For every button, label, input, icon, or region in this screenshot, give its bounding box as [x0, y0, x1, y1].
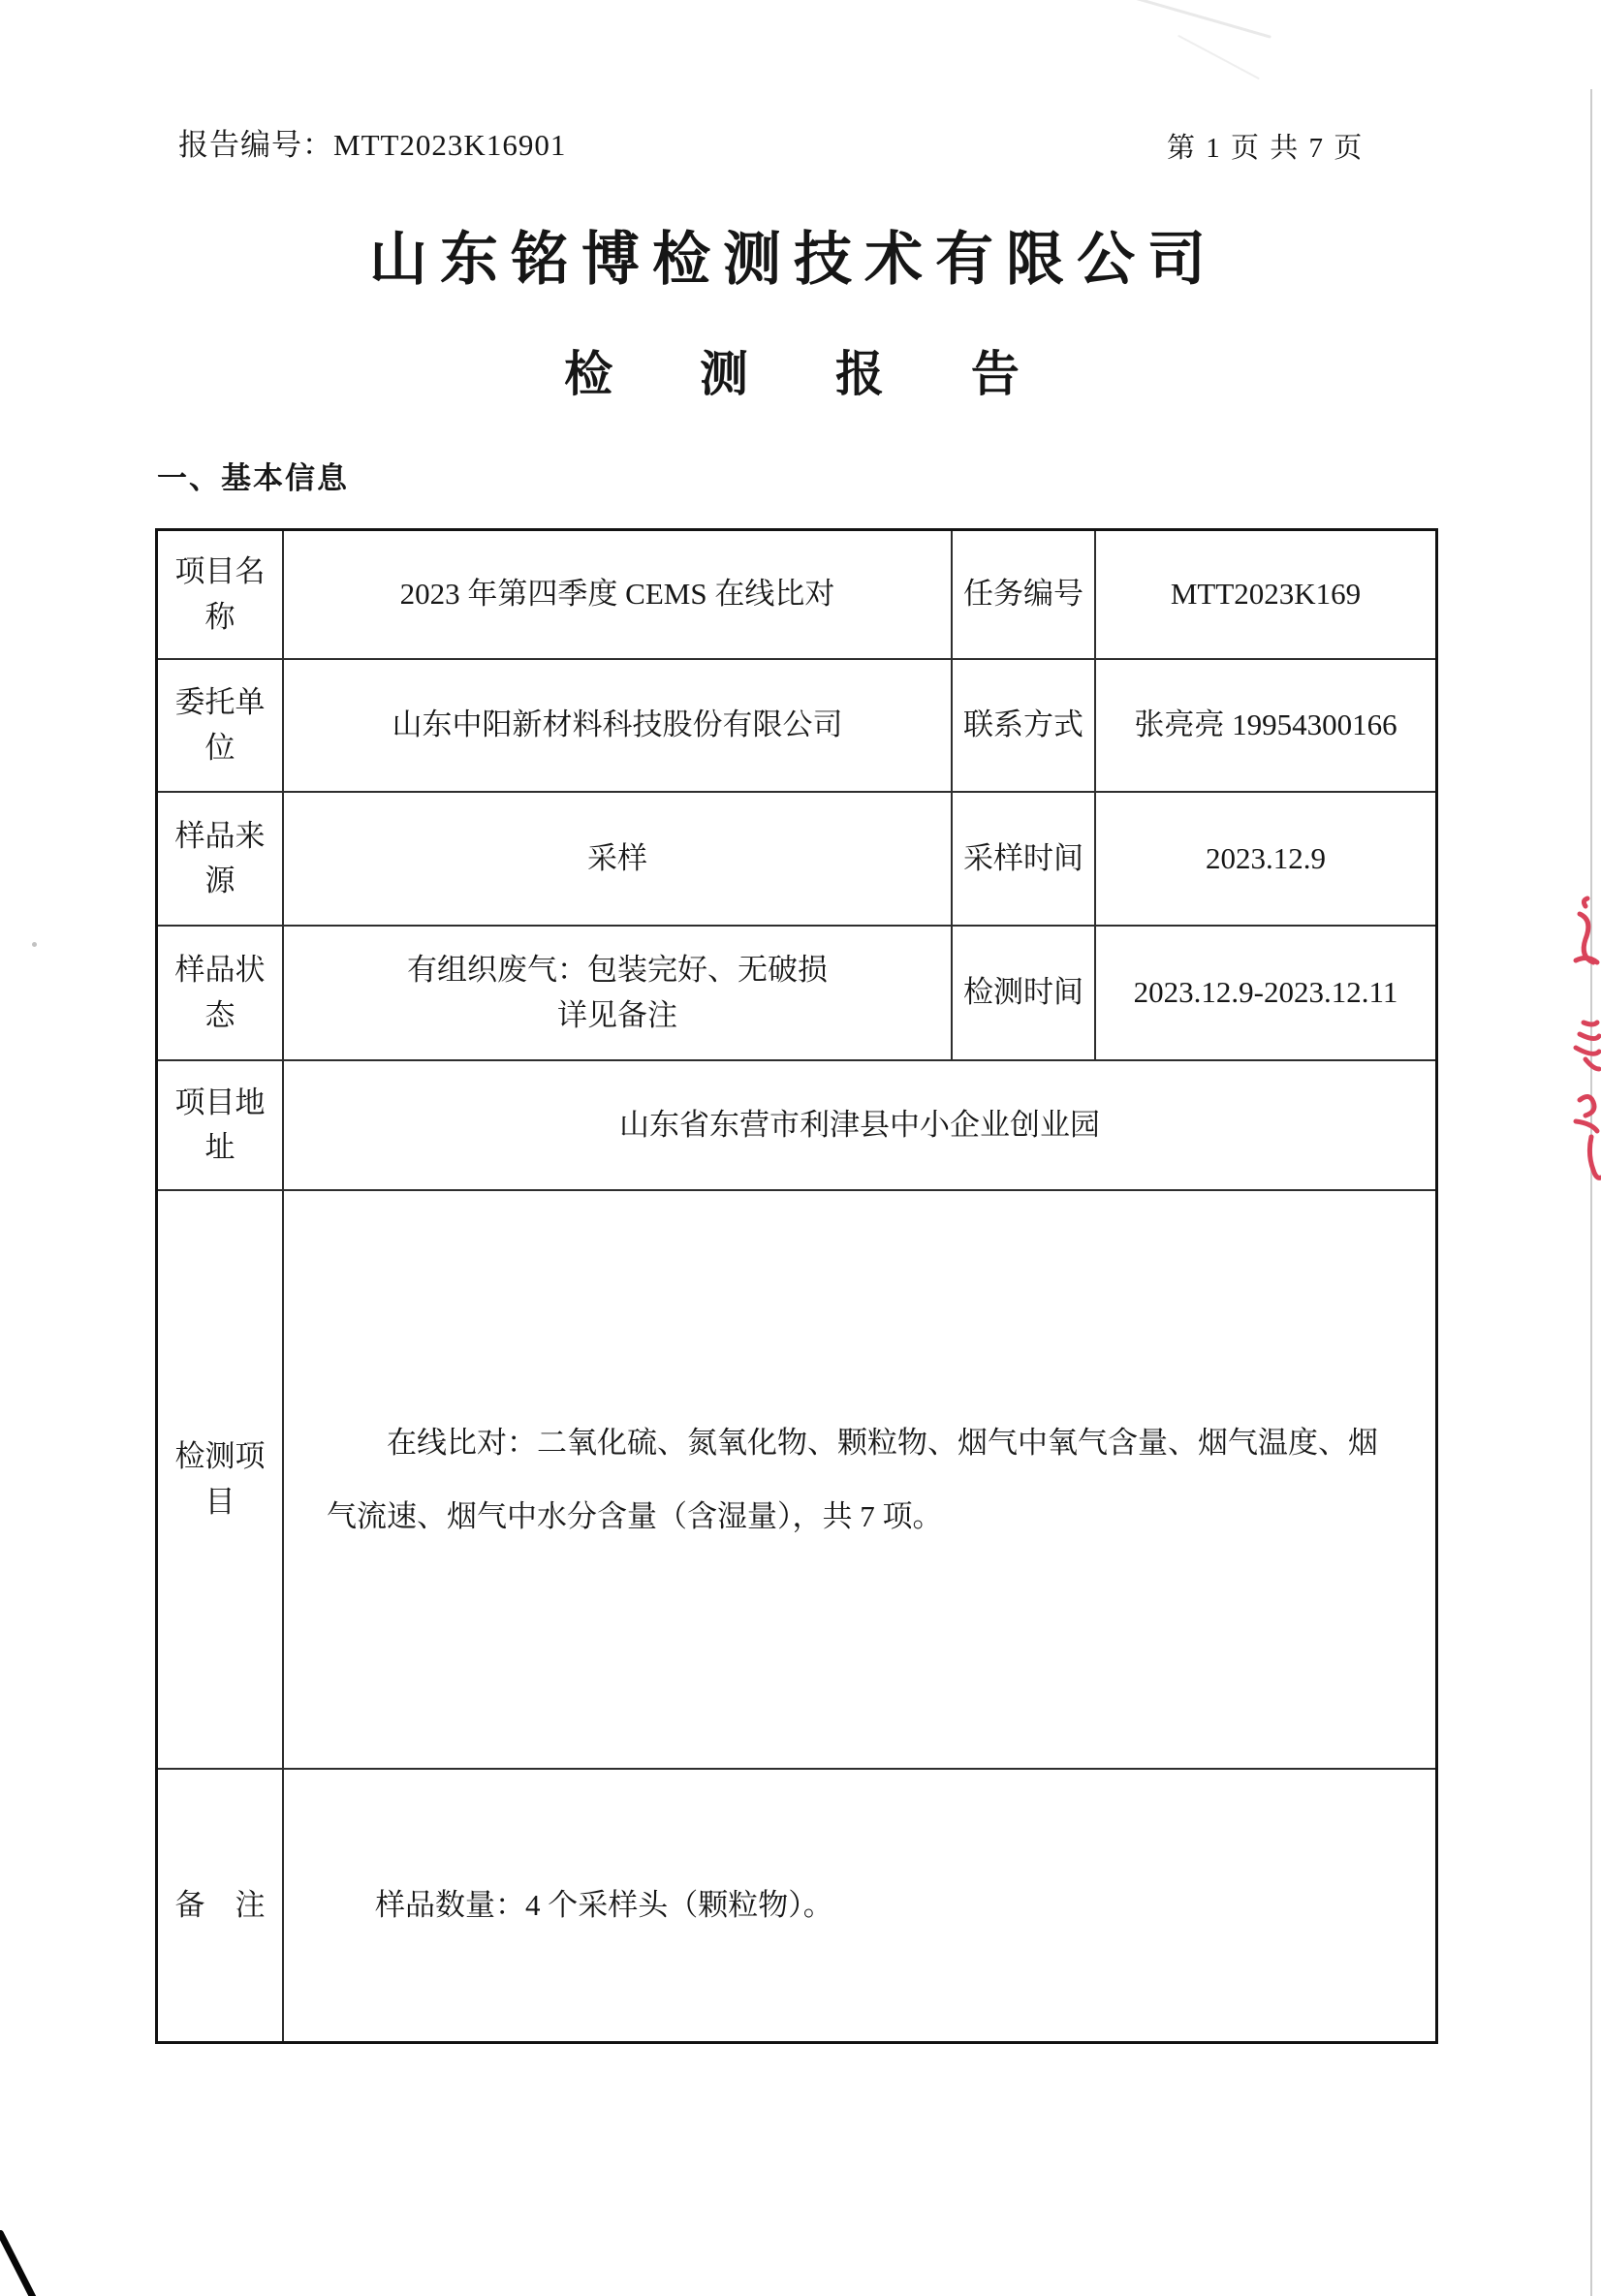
test-items-paragraph: 在线比对：二氧化硫、氮氧化物、颗粒物、烟气中氧气含量、烟气温度、烟气流速、烟气中水分含量（含湿量），共 7 项。: [327, 1425, 1378, 1533]
company-title: 山东铭博检测技术有限公司: [369, 227, 1218, 292]
scan-noise-dot: [32, 942, 37, 947]
label-project-address: 项目地址: [158, 1061, 284, 1191]
label-sampling-time: 采样时间: [953, 793, 1096, 927]
red-ink-margin-marks: [1551, 877, 1601, 1197]
label-client-unit: 委托单位: [158, 660, 284, 793]
value-task-number: MTT2023K169: [1096, 531, 1435, 660]
corner-ink-mark: [0, 2229, 37, 2296]
label-test-items: 检测项目: [158, 1191, 284, 1770]
label-remarks: 备 注: [158, 1770, 284, 2041]
value-test-time: 2023.12.9-2023.12.11: [1096, 927, 1435, 1061]
label-project-name: 项目名称: [158, 531, 284, 660]
sample-status-line1: 有组织废气：包装完好、无破损: [407, 953, 828, 987]
label-test-time: 检测时间: [953, 927, 1096, 1061]
scan-streak: [1103, 0, 1271, 39]
page-indicator: 第 1 页 共 7 页: [1167, 133, 1365, 164]
section-heading-basic-info: 一、基本信息: [157, 461, 349, 495]
report-number: 报告编号：MTT2023K16901: [178, 128, 567, 162]
label-sample-status: 样品状态: [158, 927, 284, 1061]
value-sample-status: [284, 927, 953, 1061]
value-project-address: 山东省东营市利津县中小企业创业园: [284, 1061, 1435, 1191]
label-contact: 联系方式: [953, 660, 1096, 793]
value-client-unit: 山东中阳新材料科技股份有限公司: [284, 660, 953, 793]
value-remarks: 样品数量：4 个采样头（颗粒物）。: [375, 1887, 833, 1922]
basic-info-table: [155, 528, 1438, 2044]
sample-status-line2: 详见备注: [557, 997, 677, 1032]
value-sample-source: 采样: [284, 793, 953, 927]
label-sample-source: 样品来源: [158, 793, 284, 927]
value-contact: 张亮亮 19954300166: [1096, 660, 1435, 793]
red-ink-strokes: [1576, 898, 1601, 1178]
value-sampling-time: 2023.12.9: [1096, 793, 1435, 927]
label-task-number: 任务编号: [953, 531, 1096, 660]
value-test-items: [284, 1191, 1435, 1770]
value-project-name: 2023 年第四季度 CEMS 在线比对: [284, 531, 953, 660]
document-title: 检 测 报 告: [564, 347, 1023, 401]
scan-streak: [1177, 35, 1260, 79]
